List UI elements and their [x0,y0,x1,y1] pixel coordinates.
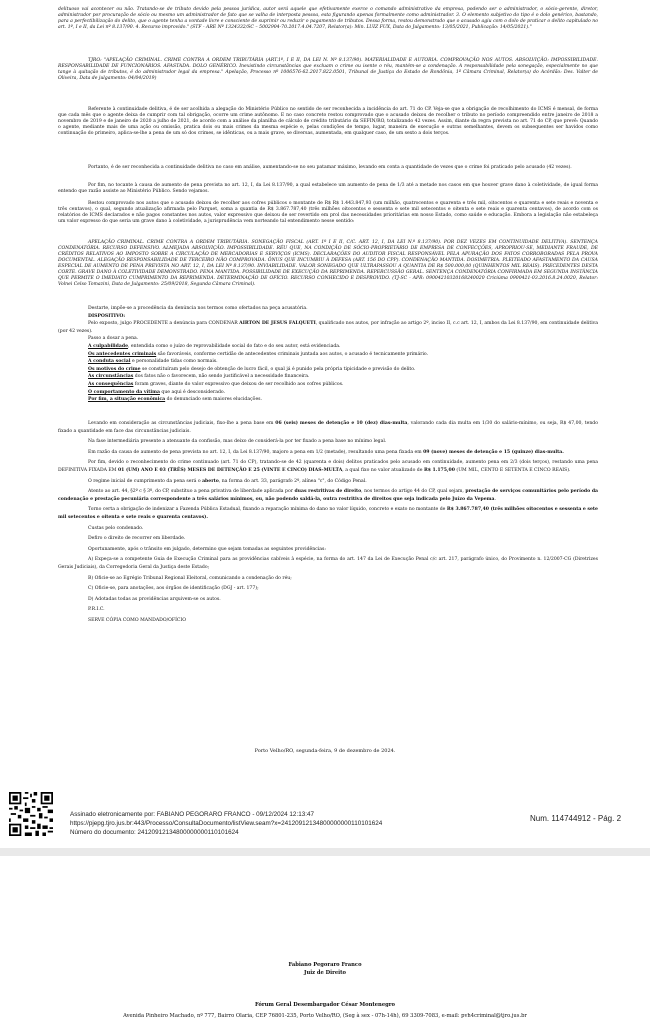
item-text: foram graves, diante do valor expressivo que deixou de ser recolhido aos cofres públicos. [133,381,344,387]
paragraph-regime: O regime inicial de cumprimento da pena será o aberto, na forma do art. 33, parágrafo 2º, alínea "c", do Código Penal. [88,478,367,484]
list-item [58,396,598,404]
list-item [58,351,598,359]
place-date: Porto Velho/RO, segunda-feira, 9 de dezembro de 2024. [254,748,396,754]
defendant-name: AIRTON DE JESUS FALQUETI [239,321,316,327]
judge-title: Juiz de Direito [303,970,346,976]
paragraph-custas: Custas pelo condenado. [88,525,144,531]
paragraph-intermediaria: Na fase intermediária presente a atenuante da confissão, mas deixo de considerá-la por ter fixado a pena base no mínimo legal. [88,439,387,445]
item-label: Os antecedentes criminais [88,351,157,357]
quote-stf: delituoso vai acontecer ou não. Tratando-se de tributo devido pela pessoa jurídica, autor será aquele que efetivamente exerce o comando administrativo da empresa, podendo ser o administrador, o sócio-gerente, diretor, administrador por procuração de sócio ou mesmo um administrador de fato que se valha de interposta pessoa, esta figurando apenas formalmente como administrador. 3. O elemento subjetivo do tipo é o dolo genérico, bastando, para a perfectibilização do delito, que o agente tenha a vontade livre e consciente de suprimir ou reduzir o pagamento de tributos. Dessa forma, restou demonstrado que o acusado agiu com o dolo de praticar o delito capitulado no art. 1º, I e II, da Lei nº 8.137/90. 4. Recurso improvido." (STF - ARE Nº 1324332/SC – 5002904-70.2017.4.04.7207, Relator(a): Min. LUIZ FUX, Data do Julgamento: 13/05/2021, Publicação: 14/05/2021)." [58,7,598,31]
paragraph-continuidade: Referente à continuidade delitiva, é de ser acolhida a alegação do Ministério Público no sentido de ser reconhecida a incidência do art. 71 do CP. Veja-se que a obrigação de recolhimento do ICMS é mensal, de forma que cada mês que o agente deixa de cumprir com tal obrigação, ocorre um crime autônomo. E no caso concreto restou comprovado que o acusado deixou de recolher o tributo no período compreendido entre janeiro de 2018 a novembro de 2019 e de janeiro de 2020 a julho de 2021, de acordo com a análise da planilha de cálculo de crédito tributário da SEFIN/RO, totalizando 42 vezes. Assim, diante da regra prevista no art. 71 do CP, que prevê: Quando o agente, mediante mais de uma ação ou omissão, pratica dois ou mais crimes da mesma espécie e, pelas condições de tempo, lugar, maneira de execução e outras semelhantes, devem os subsequentes ser havidos como continuação do primeiro, aplica-se-lhe a pena de um só dos crimes, se idênticas, ou a mais grave, se diversas, aumentada, em qualquer caso, de um sexto a dois terços. [58,107,598,137]
providencia-b: B) Oficie-se ao Egrégio Tribunal Regional Eleitoral, comunicando a condenação do réu; [88,575,292,581]
paragraph-dosar: Passo a dosar a pena. [88,336,139,342]
list-item [58,366,598,374]
paragraph-indenizacao: Torno certa a obrigação de indenizar a Fazenda Pública Estadual, fixando a reparação mínima do dano no valor líquido, concreto e exato no montante de R$ 3.867.787,40 (três milhões oitocentos e sessenta e sete mil setecentos e oitenta e sete reais e quarenta centavos). [58,507,598,520]
dispositivo-heading: DISPOSITIVO: [88,313,126,319]
sentence-body [58,305,598,404]
item-label: As circunstâncias [88,374,134,380]
paragraph-substituicao: Atento ao art. 44, §2º c § 3º, do CP, substituo a pena privativa de liberdade aplicada por duas restritivas de direito, nos termos do artigo 44 do CP, qual sejam, prestação de serviços comunitários pelo período da condenação e prestação pecuniária correspondente a três salários mínimos, ou, não podendo saldá-la, outra restritiva de direitos que seja indicada pelo Juízo da Vepema. [58,489,599,502]
paragraph-destarte: Destarte, impõe-se a procedência da denúncia nos termos como ofertados na peça acusatória. [88,306,308,311]
paragraph-causa-aumento: Em razão da causa de aumento de pena prevista no art. 12, I, da Lei 8.137/90, majoro a pena em 1/2 (metade), resultando uma pena fixada em 09 (nove) meses de detenção e 15 (quinze) dias-multa. [88,449,564,455]
providencia-d: D) Adotadas todas as providências arquivem-se os autos. [88,596,221,602]
paragraph-oportuno: Oportunamente, após o trânsito em julgado, determino que sejam tomadas as seguintes providências: [88,546,326,552]
paragraph-pena-base: Levando em consideração as circunstâncias judiciais, fixo-lhe a pena base em 06 (seis) meses de detenção e 10 (dez) dias-multa, valorando cada dia multa em 1/30 do salário-mínimo, ou seja, R$ 47,00, tendo fixado a quantidade em face das circunstâncias judiciais. [58,421,599,434]
item-text: e personalidade tidas como normais. [130,359,218,365]
quote-tjsc: APELAÇÃO CRIMINAL. CRIME CONTRA A ORDEM TRIBUTÁRIA. SONEGAÇÃO FISCAL (ART. 1º I E II, C/C. ART. 12, I, DA LEI N.º 8.137/90). POR DEZ VEZES EM CONTINUIDADE DELITIVA). SENTENÇA CONDENATÓRIA. RECURSO DEFENSIVO. ALMEJADA ABSOLVIÇÃO. IMPOSSIBILIDADE. RÉU QUE, NA CONDIÇÃO DE SÓCIO-PROPRIETÁRIO DE EMPRESA DE CONFECÇÕES, APROPRIOU-SE, MEDIANTE FRAUDE, DE CRÉDITOS RELATIVOS AO IMPOSTO SOBRE A CIRCULAÇÃO DE MERCADORIAS E SERVIÇOS (ICMS). DECLARAÇÕES DO AUDITOR FISCAL RESPONSÁVEL PELA APURAÇÃO DOS FATOS CORROBORADAS PELA PROVA DOCUMENTAL. ALEGAÇÃO RESPONSABILIDADE DE TERCEIRO NÃO COMPROVADA. ÔNUS QUE INCUMBIU À DEFESA (ART. 156 DO CPP). CONDENAÇÃO MANTIDA. DOSIMETRIA. PLEITEADO AFASTAMENTO DA CAUSA ESPECIAL DE AUMENTO DE PENA PREVISTA NO ART. 12, I, DA LEI Nº 8.137/90. INVIABILIDADE. VALOR SONEGADO QUE ULTRAPASSOU A QUANTIA DE R$ 500.000,00 (QUINHENTOS MIL REAIS). PRECEDENTES DESTA CORTE. GRAVE DANO À COLETIVIDADE DEMONSTRADO. PENA MANTIDA. POSSIBILIDADE DE EXECUÇÃO DA REPRIMENDA. REPERCUSSÃO GERAL. SENTENÇA CONDENATÓRIA CONFIRMADA EM SEGUNDA INSTÂNCIA QUE PERMITE O IMEDIATO CUMPRIMENTO DA REPRIMENDA. DETERMINAÇÃO DE OFÍCIO. RECURSO CONHECIDO E DESPROVIDO. (TJ-SC - APR: 09004210320168240020 Criciúma 0900421-03.2016.8.24.0020, Relator: Volnei Celso Tomazini, Data de Julgamento: 25/09/2018, Segunda Câmara Criminal). [58,240,598,288]
forum-name: Fórum Geral Desembargador César Montenegro [255,1002,395,1008]
pric-text: P.R.I.C. [88,607,105,613]
document-page-2 [0,856,650,1032]
item-label: Os motivos do crime [88,366,141,372]
item-text: se constituíram pelo desejo de obtenção de lucro fácil, o qual já é punido pela própria tipicidade e previsão do delito. [140,366,416,372]
item-label: A culpabilidade [88,343,129,349]
paragraph-restou: Restou comprovado nos autos que o acusado deixou de recolher aos cofres públicos o montante de R$ R$ 1.443.847,93 (um milhão, quatrocentos e quarenta e três mil, oitocentos e quarenta e sete reais e noventa e três centavos), o qual, segundo atualização afirmada pelo Parquet, soma a quantia de R$ 3.867.787,40 (três milhões oitocentos e sessenta e sete mil setecentos e oitenta e sete reais e quarenta centavos), de acordo com os relatórios de ICMS declarados e não pagos constantes nos autos, valor expressivo que deixou de ser revertido em prol das necessidades prioritárias em nosso Estado, como saúde e educação. Embora a legislação não estabeleça um valor expresso do que seria um grave dano à coletividade, a jurisprudência vem norteando tal entendimento nesse sentido: [58,201,598,225]
serve-copia: SERVE CÓPIA COMO MANDADO/OFÍCIO [88,617,187,623]
page-number: Num. 114744912 - Pág. 2 [530,814,622,823]
item-text: são favoráveis, conforme certidão de antecedentes criminais juntada aos autos, o acusado é tecnicamente primário. [156,351,429,357]
forum-address: Avenida Pinheiro Machado, nº 777, Bairro Olaria, CEP 76801-235, Porto Velho/RO, (Seg à sex - 07h-14h), 69 3309-7083, e-mail: pvh4criminal@tjro.jus.br [123,1013,527,1019]
list-item [58,389,598,397]
quote-tjro: TJRO: "APELAÇÃO CRIMINAL. CRIME CONTRA A ORDEM TRIBUTÁRIA (ART.1º, I E II, DA LEI N. Nº 8.137/90). MATERIALIDADE E AUTORIA. COMPROVAÇÃO NOS AUTOS. ABSOLVIÇÃO: IMPOSSIBILIDADE. RESPONSABILIDADE DE FUNCIONÁRIOS. AFASTADA. DOLO GENÉRICO. Inexistindo circunstâncias que excluam o crime ou isente o réu, mantém-se a condenação. A responsabilidade pela sonegação, especialmente no que tange à quitação de tributos, é do administrador legal da empresa." Apelação, Processo nº 1006576-62.2017.822.0501, Tribunal de Justiça do Estado de Rondônia, 1ª Câmara Criminal, Relator(a) do Acórdão: Des. Valter de Oliveira, Data de julgamento: 04/04/2019) [58,58,598,82]
providencia-c: C) Oficie-se, para anotações, aos órgãos de identificação (DGJ - art. 177); [88,586,259,592]
document-url[interactable]: https://pjepg.tjro.jus.br:443/Processo/ConsultaDocumento/listView.seam?x=24120912134800000000110101624 [70,820,383,827]
dosimetria-list [58,343,598,404]
providencia-a: A) Expeça-se a competente Guia de Execução Criminal para as providências cabíveis à espécie, na forma do art. 147 da Lei de Execução Penal c/c art. 217, parágrafo único, do Provimento n. 12/2007-CG (Diretrizes Gerais Judiciais), da Corregedoria Geral da Justiça deste Estado; [58,557,598,570]
paragraph-defiro: Defiro o direito de recorrer em liberdade. [88,536,186,542]
qr-code-icon[interactable] [9,792,53,836]
list-item [58,358,598,366]
list-item [58,343,598,351]
sentence-penalty [58,420,598,624]
item-label: As consequências [88,381,134,387]
item-text: , entendida como o juízo de reprovabilidade social do fato e do seu autor, está evidenciada. [128,343,341,349]
signed-by: Assinado eletronicamente por: FABIANO PEGORARO FRANCO - 09/12/2024 12:13:47 [70,811,314,818]
paragraph-procedente: Pelo exposto, julgo PROCEDENTE a denúncia para CONDENAR AIRTON DE JESUS FALQUETI, qualificado nos autos, por infração ao artigo 2º, inciso II, c.c art. 12, I, ambos da Lei 8.137/90, em continuidade delitiva (por 42 vezes). [58,321,599,334]
judge-name: Fabiano Pegoraro Franco [288,962,362,968]
paragraph-crime-continuado: Por fim, devido o reconhecimento do crime continuado (art. 71 do CP), tratando-se de 42 (quarenta e dois) delitos praticados pelo acusado em continuidade, aumento pena em 2/3 (dois terços), restando uma pena DEFINITIVA FIXADA EM 01 (UM) ANO E 03 (TRÊS) MESES DE DETENÇÃO E 25 (VINTE E CINCO) DIAS-MULTA, a qual fixo no valor atualizado de R$ 1.175,00 (UM MIL, CENTO E SETENTA E CINCO REAIS). [58,460,598,473]
document-number: Número do documento: 24120912134800000000110101624 [70,829,239,836]
list-item [58,373,598,381]
paragraph-aumento: Por fim, no tocante à causa de aumento de pena prevista no art. 12, I, da Lei 8.137/90, a qual estabelece um aumento de pena de 1/3 até a metade nos casos em que houver grave dano à coletividade, de igual forma entendo que razão assiste ao Ministério Público. Sendo vejamos. [58,183,598,195]
item-text: do denunciado sem maiores elucidações. [165,397,262,403]
item-label: A conduta social [88,359,131,365]
item-text: dos fatos não o favorecem, não sendo justificável a necessidade financeira. [133,374,310,380]
paragraph-portanto: Portanto, é de ser reconhecida a continuidade delitiva no caso em análise, aumentando-se no seu patamar máximo, levando em conta a quantidade de vezes que o crime foi praticado pelo acusado (42 vezes). [88,165,572,170]
item-label: O comportamento da vítima [88,389,160,395]
item-label: Por fim, a situação econômica [88,397,166,403]
item-text: que aqui é desconsiderado. [159,389,226,395]
list-item [58,381,598,389]
